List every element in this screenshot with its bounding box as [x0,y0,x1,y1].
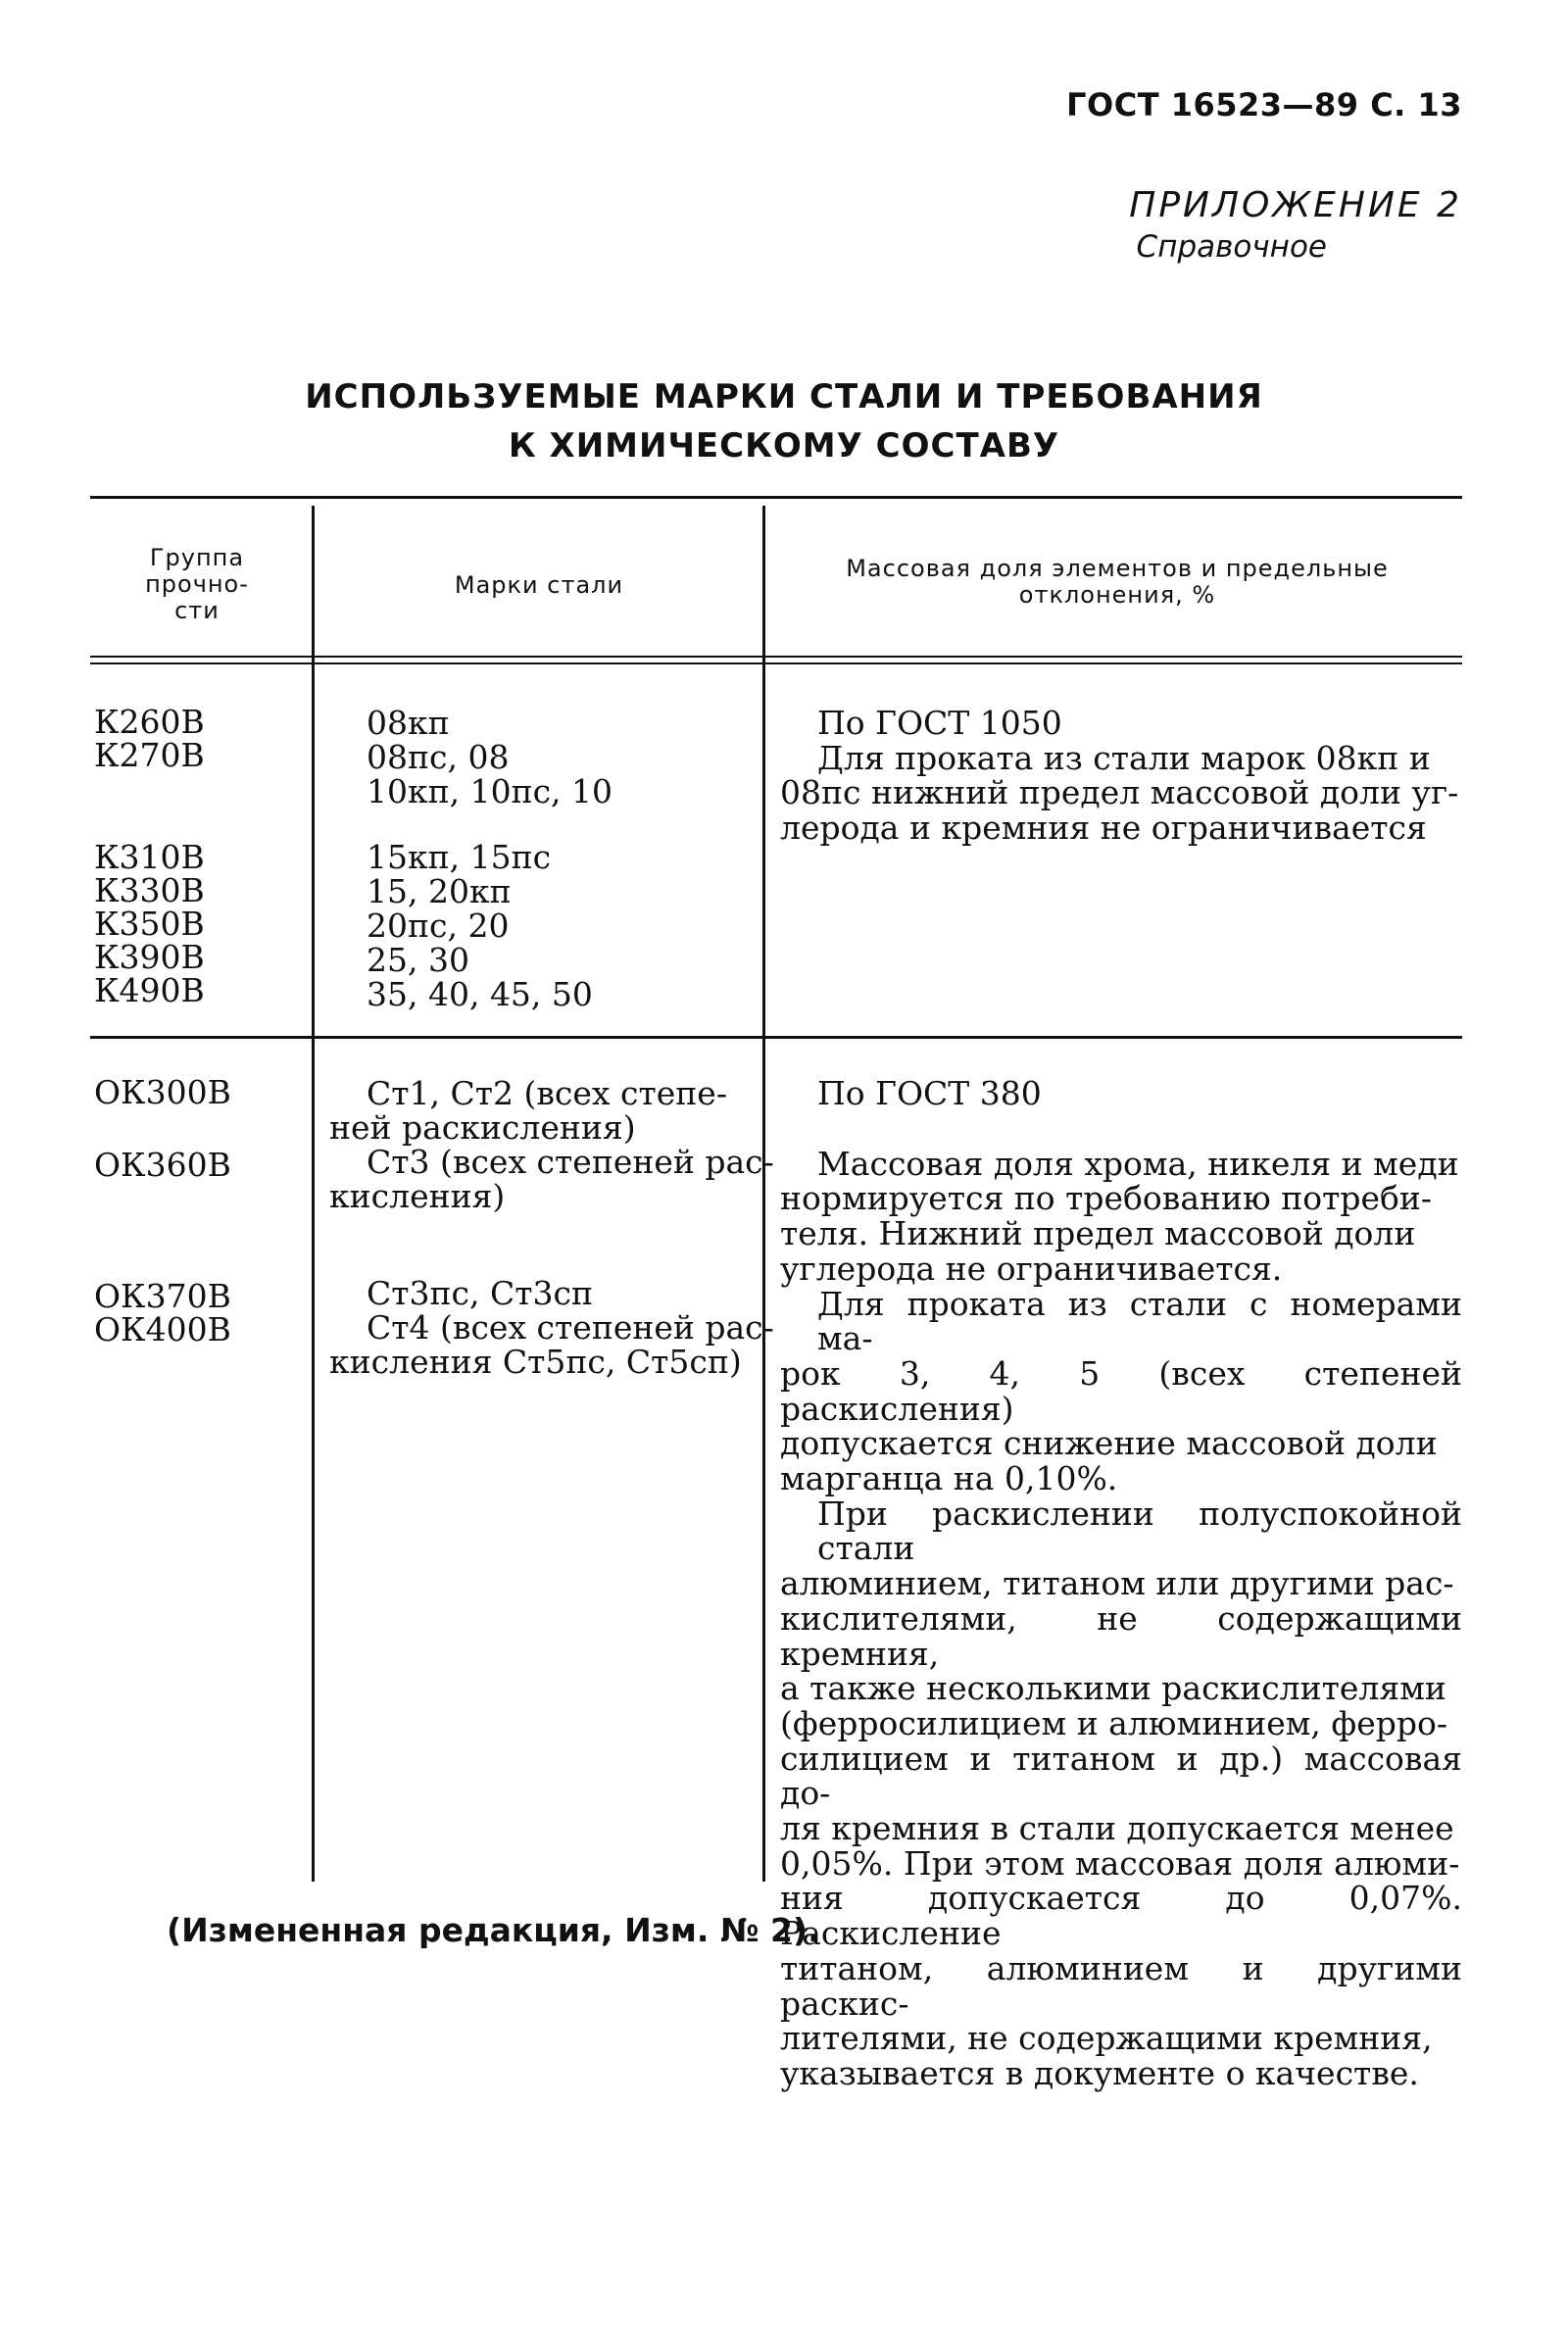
mass-note-line: Для проката из стали марок 08кп и [817,738,1431,777]
mass-paragraph-line: алюминием, титаном или другими рас- [780,1564,1454,1603]
mass-paragraph-line: допускается снижение массовой доли [780,1424,1438,1463]
strength-group: К350В [94,905,205,943]
header-bottom-rule-1 [90,656,1462,658]
mass-paragraph-line: При раскислении полуспокойной стали [817,1494,1462,1568]
steel-grade: 08кп [367,704,450,742]
mass-paragraph-line: теля. Нижний предел массовой доли [780,1214,1416,1253]
appendix-label [1129,184,1462,267]
header-group-cell [94,545,300,624]
mass-paragraph-line: Массовая доля хрома, никеля и меди [817,1144,1459,1183]
header-group-line: прочно- [145,570,249,598]
section2-mass-fraction [780,1076,1462,2091]
strength-group: ОК360В [94,1146,231,1184]
strength-group: К330В [94,871,205,909]
strength-group: ОК300В [94,1073,231,1111]
strength-group: К270В [94,736,205,774]
document-title-line-2: К ХИМИЧЕСКОМУ СОСТАВУ [508,426,1060,466]
column-separator-2 [762,506,765,1882]
steel-grade: 20пс, 20 [367,906,510,945]
strength-group: К490В [94,971,205,1009]
steel-grade: кисления) [329,1177,506,1215]
steel-grade: 25, 30 [367,941,469,979]
mass-paragraph-line: ния допускается до 0,07%. Раскисление [780,1879,1462,1953]
header-group-line: Группа [149,544,245,571]
document-title [0,372,1568,470]
header-grades-cell: Марки стали [454,571,624,599]
table-top-rule [90,496,1462,499]
mass-paragraph-line: марганца на 0,10%. [780,1459,1118,1498]
document-title-line-1: ИСПОЛЬЗУЕМЫЕ МАРКИ СТАЛИ И ТРЕБОВАНИЯ [305,377,1263,416]
section1-mass-fraction [780,706,1462,846]
appendix-title: ПРИЛОЖЕНИЕ 2 [1129,185,1462,225]
section-divider [90,1036,1462,1039]
steel-grade: Ст3 (всех степеней рас- [367,1143,774,1181]
mass-paragraph-line: Для проката из стали с номерами ма- [817,1284,1462,1358]
steel-grade: 10кп, 10пс, 10 [367,772,613,810]
mass-note-line: 08пс нижний предел массовой доли уг- [780,773,1459,812]
mass-paragraph-line: лителями, не содержащими кремния, [780,2019,1433,2058]
standard-reference: По ГОСТ 380 [817,1074,1042,1112]
mass-paragraph-line: ля кремния в стали допускается менее [780,1809,1454,1848]
appendix-subtitle: Справочное [1136,229,1327,265]
strength-group: ОК370В [94,1277,231,1315]
steel-grade: 15, 20кп [367,872,512,910]
section2-grades [329,1074,774,1381]
steel-grade: Ст3пс, Ст3сп [367,1274,593,1312]
header-bottom-rule-2 [90,662,1462,664]
mass-paragraph-line: рок 3, 4, 5 (всех степеней раскисления) [780,1353,1462,1428]
page-reference: ГОСТ 16523—89 С. 13 [1066,86,1462,123]
steel-grade: ней раскисления) [329,1108,636,1147]
steel-grade: 15кп, 15пс [367,838,552,876]
mass-paragraph-line: указывается в документе о качестве. [780,2053,1419,2092]
column-separator-1 [312,506,315,1882]
header-mass-line: Массовая доля элементов и предельные [846,555,1389,582]
strength-group: К310В [94,838,205,876]
amendment-note: (Измененная редакция, Изм. № 2). [167,1911,820,1949]
steel-grade: Ст1, Ст2 (всех степе- [367,1074,727,1112]
header-group-line: сти [174,597,220,624]
standard-reference: По ГОСТ 1050 [817,704,1062,742]
steel-grade: 08пс, 08 [367,738,510,776]
mass-note-line: лерода и кремния не ограничивается [780,808,1427,848]
section1-grades [329,706,751,1011]
steel-grade: 35, 40, 45, 50 [367,975,593,1013]
mass-paragraph-line: 0,05%. При этом массовая доля алюми- [780,1843,1460,1883]
header-mass-line: отклонения, % [1018,581,1216,609]
strength-group: К260В [94,703,205,741]
section2-groups [94,1073,300,1348]
steel-grade: Ст4 (всех степеней рас- [367,1308,774,1347]
strength-group: ОК400В [94,1310,231,1348]
mass-paragraph-line: углерода не ограничивается. [780,1249,1283,1288]
strength-group: К390В [94,938,205,976]
mass-paragraph-line: а также несколькими раскислителями [780,1669,1446,1708]
mass-paragraph-line: нормируется по требованию потреби- [780,1179,1433,1218]
section1-groups [94,703,300,1009]
mass-paragraph-line: (ферросилицием и алюминием, ферро- [780,1703,1447,1742]
mass-paragraph-line: кислителями, не содержащими кремния, [780,1598,1462,1673]
header-mass-cell [774,556,1460,609]
mass-paragraph-line: силицием и титаном и др.) массовая до- [780,1739,1462,1813]
mass-paragraph-line: титаном, алюминием и другими раскис- [780,1948,1462,2023]
steel-grade: кисления Ст5пс, Ст5сп) [329,1343,742,1381]
